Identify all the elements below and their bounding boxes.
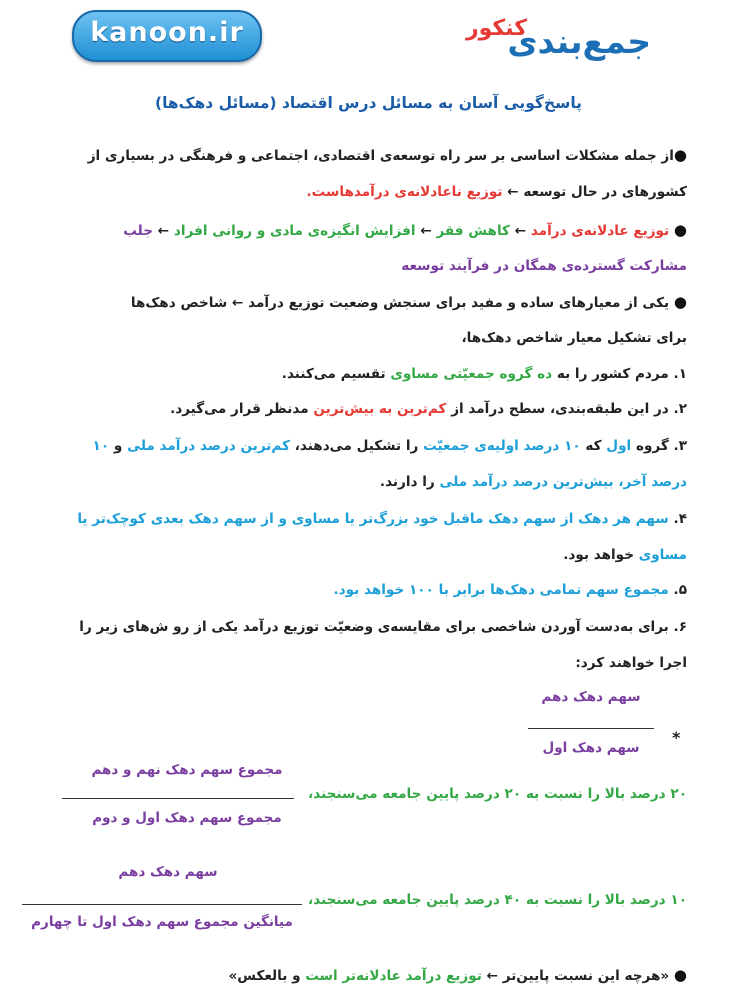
text-line: ● از جمله مشکلات اساسی بر سر راه توسعه‌ی اقتصادی، اجتماعی و فرهنگی در بسیاری از	[40, 146, 687, 164]
formula-1-denominator: سهم دهک اول	[542, 740, 640, 756]
text-line: ● توزیع عادلانه‌ی درآمد ← کاهش فقر ← افزایش انگیزه‌ی مادی و روانی افراد ← جلب	[40, 221, 687, 239]
arrow-icon: ←	[514, 223, 527, 239]
formula-3-label: ۱۰ درصد بالا را نسبت به ۴۰ درصد پایین جامعه می‌سنجند،	[308, 892, 687, 908]
formula-2-bar	[62, 798, 294, 799]
formula-2-denominator: مجموع سهم دهک اول و دوم	[92, 810, 282, 826]
formula-1-numerator: سهم دهک دهم	[541, 689, 641, 705]
text-line: مشارکت گسترده‌ی همگان در فرآیند توسعه	[401, 258, 687, 274]
list-item: درصد آخر، بیش‌ترین درصد درآمد ملی را دارند.	[379, 474, 687, 490]
text-line: ● یکی از معیارهای ساده و مفید برای سنجش وضعیت توزیع درآمد ← شاخص دهک‌ها	[40, 293, 687, 311]
list-item: ۶. برای به‌دست آوردن شاخصی برای مقایسه‌ی وضعیّت توزیع درآمد یکی از رو ش‌های زیر را	[79, 619, 687, 635]
brand-logo	[411, 18, 651, 68]
brand-accent: کنکور	[465, 16, 527, 41]
formula-3-numerator: سهم دهک دهم	[118, 864, 218, 880]
list-item: ۴. سهم هر دهک از سهم دهک ماقبل خود بزرگ‌تر یا مساوی و از سهم دهک بعدی کوچک‌تر یا	[77, 511, 687, 527]
formula-3-bar	[22, 904, 302, 905]
page-title: پاسخ‌گویی آسان به مسائل درس اقتصاد (مسائل دهک‌ها)	[155, 94, 582, 112]
list-item: اجرا خواهند کرد:	[575, 655, 687, 671]
formula-1-bar	[528, 728, 654, 729]
formula-2-label: ۲۰ درصد بالا را نسبت به ۲۰ درصد پایین جامعه می‌سنجند،	[308, 786, 687, 802]
text-line: ● «هرچه این نسبت پایین‌تر ← توزیع درآمد عادلانه‌تر است و بالعکس»	[40, 966, 687, 984]
arrow-icon: ←	[232, 295, 244, 311]
formula-3-denominator: میانگین مجموع سهم دهک اول تا چهارم	[31, 914, 293, 930]
list-item: ۳. گروه اول که ۱۰ درصد اولیه‌ی جمعیّت را تشکیل می‌دهند، کم‌ترین درصد درآمد ملی و ۱۰	[92, 438, 687, 454]
formula-1-star: *	[672, 728, 681, 747]
list-item: ۵. مجموع سهم تمامی دهک‌ها برابر با ۱۰۰ خواهد بود.	[333, 582, 687, 598]
arrow-icon: ←	[157, 223, 170, 239]
arrow-icon: ←	[486, 968, 498, 984]
list-item: ۱. مردم کشور را به ده گروه جمعیّتی مساوی تقسیم می‌کنند.	[281, 366, 687, 382]
list-item: ۲. در این طبقه‌بندی، سطح درآمد از کم‌ترین به بیش‌ترین مدنظر قرار می‌گیرد.	[170, 401, 687, 417]
arrow-icon: ←	[507, 184, 519, 200]
formula-2-numerator: مجموع سهم دهک نهم و دهم	[91, 762, 283, 778]
arrow-icon: ←	[420, 223, 432, 239]
kanoon-logo	[72, 10, 262, 62]
list-item: مساوی خواهد بود.	[563, 547, 687, 563]
text-line: برای تشکیل معیار شاخص دهک‌ها،	[461, 330, 687, 346]
text-line: کشورهای در حال توسعه ← توزیع ناعادلانه‌ی درآمدهاست.	[306, 184, 687, 200]
brand-main: جمع‌بندی	[507, 22, 651, 61]
kanoon-logo-text: kanoon.ir	[90, 17, 244, 48]
